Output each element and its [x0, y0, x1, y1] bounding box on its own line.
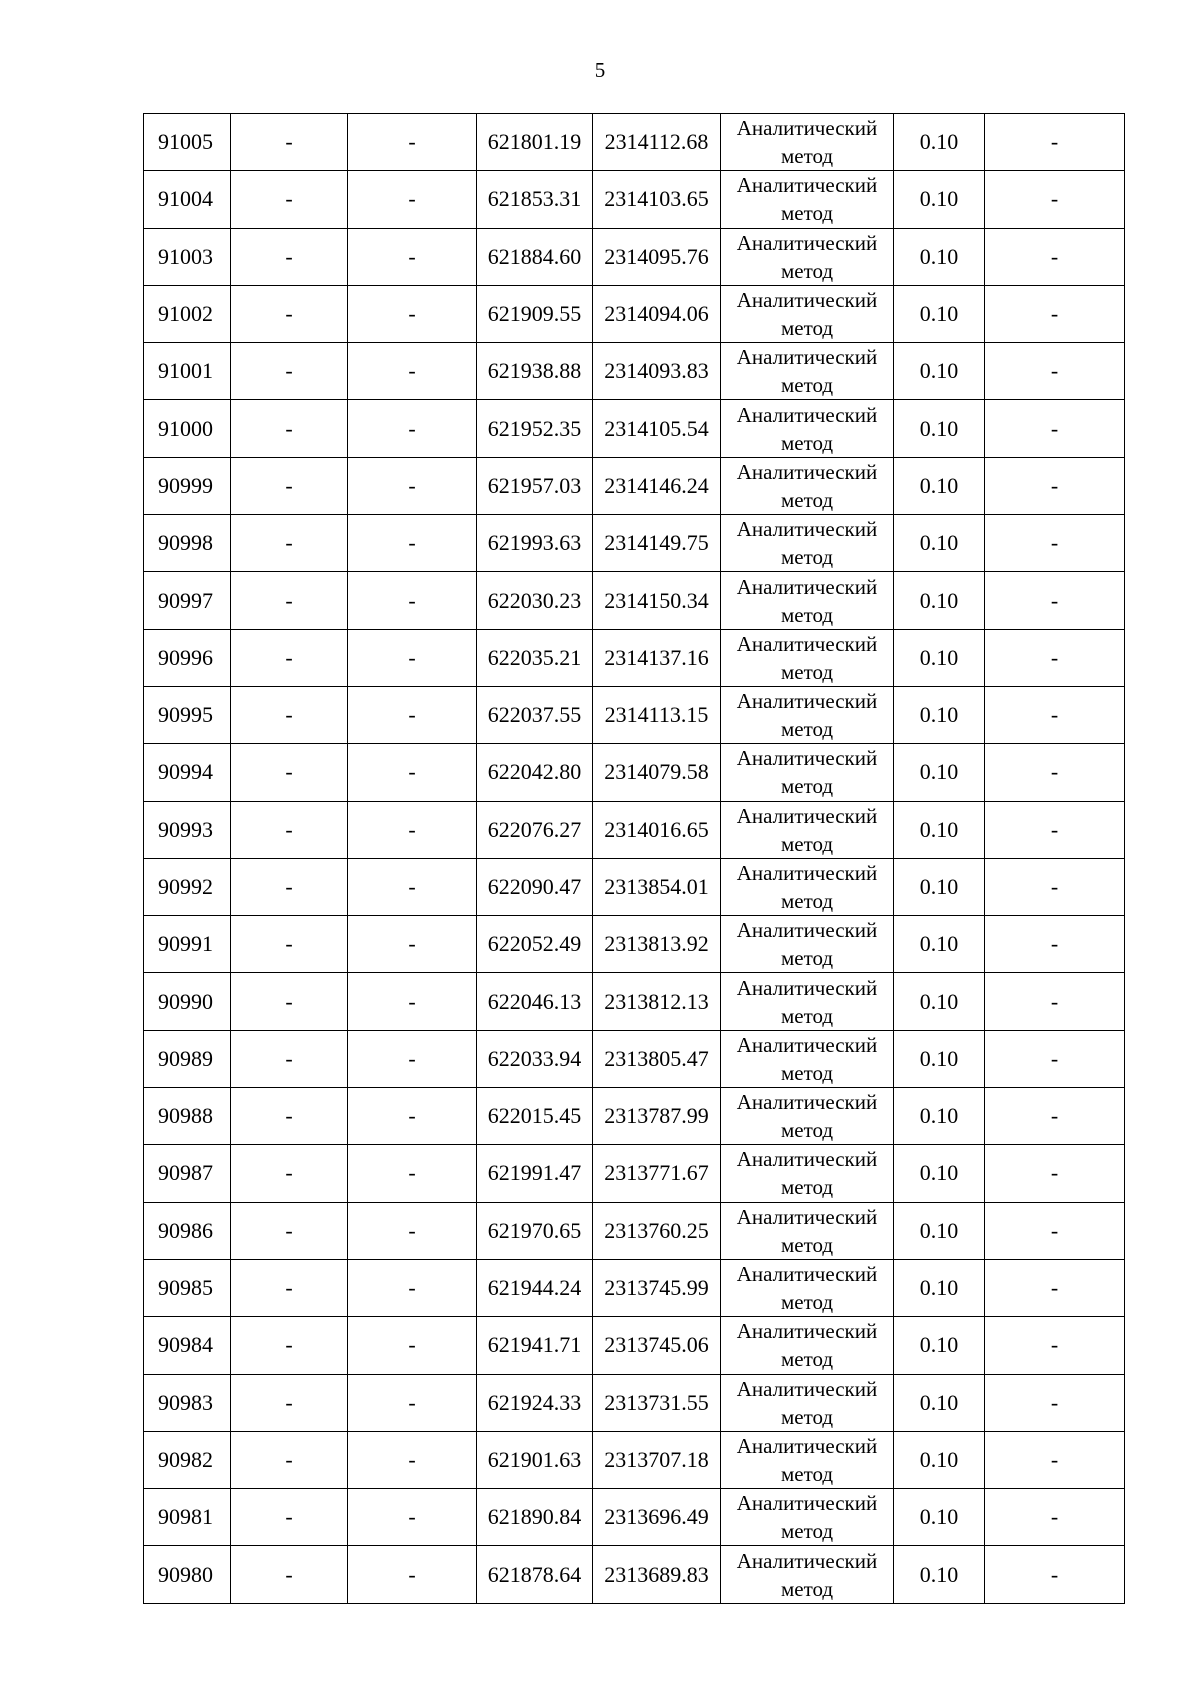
dash-cell: -	[231, 1030, 348, 1087]
dash-cell: -	[985, 343, 1125, 400]
point-number-cell: 90999	[144, 457, 231, 514]
dash-cell: -	[985, 973, 1125, 1030]
method-cell	[721, 1145, 894, 1202]
method-cell	[721, 400, 894, 457]
method-line-1: Аналитический	[736, 173, 878, 198]
method-cell	[721, 1489, 894, 1546]
table-row	[144, 171, 1125, 228]
y-coordinate-cell: 2313760.25	[593, 1202, 721, 1259]
x-coordinate-cell: 621909.55	[477, 285, 593, 342]
dash-cell: -	[985, 801, 1125, 858]
table-row	[144, 1030, 1125, 1087]
dash-cell: -	[348, 1088, 477, 1145]
x-coordinate-cell: 621901.63	[477, 1431, 593, 1488]
method-cell	[721, 572, 894, 629]
method-cell	[721, 228, 894, 285]
y-coordinate-cell: 2313707.18	[593, 1431, 721, 1488]
dash-cell: -	[985, 1374, 1125, 1431]
method-line-2: метод	[780, 201, 834, 226]
dash-cell: -	[231, 400, 348, 457]
dash-cell: -	[348, 515, 477, 572]
y-coordinate-cell: 2314103.65	[593, 171, 721, 228]
point-number-cell: 90983	[144, 1374, 231, 1431]
x-coordinate-cell: 622035.21	[477, 629, 593, 686]
point-number-cell: 91001	[144, 343, 231, 400]
y-coordinate-cell: 2314149.75	[593, 515, 721, 572]
x-coordinate-cell: 622076.27	[477, 801, 593, 858]
y-coordinate-cell: 2314105.54	[593, 400, 721, 457]
x-coordinate-cell: 621890.84	[477, 1489, 593, 1546]
table-row	[144, 686, 1125, 743]
y-coordinate-cell: 2313854.01	[593, 858, 721, 915]
point-number-cell: 91005	[144, 114, 231, 171]
table-row	[144, 285, 1125, 342]
y-coordinate-cell: 2314112.68	[593, 114, 721, 171]
dash-cell: -	[231, 457, 348, 514]
y-coordinate-cell: 2313696.49	[593, 1489, 721, 1546]
x-coordinate-cell: 621941.71	[477, 1317, 593, 1374]
method-line-1: Аналитический	[736, 116, 878, 141]
method-line-2: метод	[780, 373, 834, 398]
dash-cell: -	[985, 1259, 1125, 1316]
dash-cell: -	[985, 1030, 1125, 1087]
table-row	[144, 457, 1125, 514]
accuracy-cell: 0.10	[894, 228, 985, 285]
dash-cell: -	[348, 1259, 477, 1316]
dash-cell: -	[348, 114, 477, 171]
method-line-1: Аналитический	[736, 1262, 878, 1287]
method-cell	[721, 858, 894, 915]
dash-cell: -	[348, 1431, 477, 1488]
dash-cell: -	[231, 114, 348, 171]
x-coordinate-cell: 621993.63	[477, 515, 593, 572]
y-coordinate-cell: 2314079.58	[593, 744, 721, 801]
method-line-1: Аналитический	[736, 345, 878, 370]
dash-cell: -	[231, 801, 348, 858]
dash-cell: -	[348, 572, 477, 629]
dash-cell: -	[231, 228, 348, 285]
dash-cell: -	[231, 515, 348, 572]
dash-cell: -	[985, 744, 1125, 801]
method-cell	[721, 801, 894, 858]
dash-cell: -	[231, 1145, 348, 1202]
accuracy-cell: 0.10	[894, 171, 985, 228]
method-line-1: Аналитический	[736, 1090, 878, 1115]
y-coordinate-cell: 2314093.83	[593, 343, 721, 400]
dash-cell: -	[985, 858, 1125, 915]
table-row	[144, 515, 1125, 572]
y-coordinate-cell: 2314150.34	[593, 572, 721, 629]
dash-cell: -	[985, 171, 1125, 228]
method-line-2: метод	[780, 717, 834, 742]
dash-cell: -	[985, 1145, 1125, 1202]
y-coordinate-cell: 2314016.65	[593, 801, 721, 858]
y-coordinate-cell: 2313731.55	[593, 1374, 721, 1431]
table-row	[144, 629, 1125, 686]
table-row	[144, 801, 1125, 858]
dash-cell: -	[348, 1202, 477, 1259]
table-row	[144, 1317, 1125, 1374]
method-line-1: Аналитический	[736, 746, 878, 771]
point-number-cell: 90987	[144, 1145, 231, 1202]
method-line-1: Аналитический	[736, 288, 878, 313]
point-number-cell: 90993	[144, 801, 231, 858]
method-line-2: метод	[780, 545, 834, 570]
method-line-2: метод	[780, 1060, 834, 1085]
accuracy-cell: 0.10	[894, 572, 985, 629]
method-line-1: Аналитический	[736, 1433, 878, 1458]
table-row	[144, 744, 1125, 801]
method-cell	[721, 1431, 894, 1488]
point-number-cell: 90996	[144, 629, 231, 686]
point-number-cell: 90995	[144, 686, 231, 743]
dash-cell: -	[231, 1202, 348, 1259]
method-line-1: Аналитический	[736, 230, 878, 255]
dash-cell: -	[985, 572, 1125, 629]
y-coordinate-cell: 2313689.83	[593, 1546, 721, 1603]
dash-cell: -	[985, 457, 1125, 514]
dash-cell: -	[348, 1546, 477, 1603]
point-number-cell: 91002	[144, 285, 231, 342]
accuracy-cell: 0.10	[894, 515, 985, 572]
x-coordinate-cell: 621970.65	[477, 1202, 593, 1259]
method-line-2: метод	[780, 602, 834, 627]
dash-cell: -	[348, 801, 477, 858]
point-number-cell: 91000	[144, 400, 231, 457]
dash-cell: -	[348, 1030, 477, 1087]
y-coordinate-cell: 2314113.15	[593, 686, 721, 743]
dash-cell: -	[348, 629, 477, 686]
x-coordinate-cell: 621853.31	[477, 171, 593, 228]
coordinates-table	[143, 113, 1125, 1604]
y-coordinate-cell: 2313745.06	[593, 1317, 721, 1374]
dash-cell: -	[231, 686, 348, 743]
table-row	[144, 114, 1125, 171]
dash-cell: -	[985, 1546, 1125, 1603]
method-line-2: метод	[780, 1290, 834, 1315]
x-coordinate-cell: 621938.88	[477, 343, 593, 400]
table-row	[144, 1489, 1125, 1546]
method-line-1: Аналитический	[736, 631, 878, 656]
method-line-1: Аналитический	[736, 1147, 878, 1172]
table-row	[144, 1259, 1125, 1316]
method-line-2: метод	[780, 1519, 834, 1544]
point-number-cell: 90982	[144, 1431, 231, 1488]
method-cell	[721, 744, 894, 801]
dash-cell: -	[231, 629, 348, 686]
y-coordinate-cell: 2313805.47	[593, 1030, 721, 1087]
dash-cell: -	[231, 1088, 348, 1145]
method-line-1: Аналитический	[736, 459, 878, 484]
dash-cell: -	[231, 1489, 348, 1546]
dash-cell: -	[231, 858, 348, 915]
table-row	[144, 572, 1125, 629]
accuracy-cell: 0.10	[894, 744, 985, 801]
method-line-2: метод	[780, 1232, 834, 1257]
dash-cell: -	[985, 686, 1125, 743]
dash-cell: -	[985, 1489, 1125, 1546]
table-row	[144, 1374, 1125, 1431]
dash-cell: -	[985, 114, 1125, 171]
method-line-2: метод	[780, 487, 834, 512]
x-coordinate-cell: 622030.23	[477, 572, 593, 629]
table-row	[144, 916, 1125, 973]
y-coordinate-cell: 2313812.13	[593, 973, 721, 1030]
accuracy-cell: 0.10	[894, 1374, 985, 1431]
method-line-1: Аналитический	[736, 1319, 878, 1344]
dash-cell: -	[348, 858, 477, 915]
method-line-1: Аналитический	[736, 517, 878, 542]
table-row	[144, 400, 1125, 457]
dash-cell: -	[985, 1431, 1125, 1488]
x-coordinate-cell: 622042.80	[477, 744, 593, 801]
method-cell	[721, 686, 894, 743]
dash-cell: -	[348, 973, 477, 1030]
y-coordinate-cell: 2314094.06	[593, 285, 721, 342]
dash-cell: -	[231, 1546, 348, 1603]
y-coordinate-cell: 2313813.92	[593, 916, 721, 973]
dash-cell: -	[985, 515, 1125, 572]
dash-cell: -	[348, 1145, 477, 1202]
method-cell	[721, 515, 894, 572]
y-coordinate-cell: 2314095.76	[593, 228, 721, 285]
dash-cell: -	[985, 1317, 1125, 1374]
table-row	[144, 1431, 1125, 1488]
point-number-cell: 90984	[144, 1317, 231, 1374]
y-coordinate-cell: 2313771.67	[593, 1145, 721, 1202]
method-line-2: метод	[780, 316, 834, 341]
method-line-2: метод	[780, 831, 834, 856]
method-cell	[721, 1202, 894, 1259]
table-row	[144, 1145, 1125, 1202]
dash-cell: -	[348, 1374, 477, 1431]
dash-cell: -	[348, 400, 477, 457]
method-line-2: метод	[780, 889, 834, 913]
dash-cell: -	[231, 1259, 348, 1316]
method-cell	[721, 1374, 894, 1431]
method-cell	[721, 1546, 894, 1603]
accuracy-cell: 0.10	[894, 1431, 985, 1488]
point-number-cell: 90990	[144, 973, 231, 1030]
accuracy-cell: 0.10	[894, 400, 985, 457]
method-line-1: Аналитический	[736, 1491, 878, 1516]
y-coordinate-cell: 2314146.24	[593, 457, 721, 514]
method-line-2: метод	[780, 1347, 834, 1372]
accuracy-cell: 0.10	[894, 1546, 985, 1603]
method-cell	[721, 343, 894, 400]
accuracy-cell: 0.10	[894, 629, 985, 686]
x-coordinate-cell: 622046.13	[477, 973, 593, 1030]
dash-cell: -	[348, 285, 477, 342]
dash-cell: -	[231, 343, 348, 400]
accuracy-cell: 0.10	[894, 686, 985, 743]
point-number-cell: 90991	[144, 916, 231, 973]
point-number-cell: 90994	[144, 744, 231, 801]
table-row	[144, 343, 1125, 400]
dash-cell: -	[348, 916, 477, 973]
method-line-1: Аналитический	[736, 1548, 878, 1573]
table-row	[144, 1546, 1125, 1603]
method-line-2: метод	[780, 430, 834, 455]
point-number-cell: 90988	[144, 1088, 231, 1145]
method-cell	[721, 114, 894, 171]
dash-cell: -	[348, 744, 477, 801]
method-line-1: Аналитический	[736, 1032, 878, 1057]
method-cell	[721, 1317, 894, 1374]
accuracy-cell: 0.10	[894, 973, 985, 1030]
x-coordinate-cell: 621801.19	[477, 114, 593, 171]
method-line-1: Аналитический	[736, 918, 878, 943]
method-line-1: Аналитический	[736, 861, 878, 885]
x-coordinate-cell: 621884.60	[477, 228, 593, 285]
table-row	[144, 228, 1125, 285]
dash-cell: -	[348, 1489, 477, 1546]
dash-cell: -	[348, 1317, 477, 1374]
dash-cell: -	[231, 171, 348, 228]
point-number-cell: 91003	[144, 228, 231, 285]
method-cell	[721, 916, 894, 973]
dash-cell: -	[985, 228, 1125, 285]
dash-cell: -	[348, 171, 477, 228]
method-line-1: Аналитический	[736, 574, 878, 599]
x-coordinate-cell: 621957.03	[477, 457, 593, 514]
method-line-2: метод	[780, 1404, 834, 1429]
x-coordinate-cell: 621952.35	[477, 400, 593, 457]
method-line-2: метод	[780, 258, 834, 283]
x-coordinate-cell: 622033.94	[477, 1030, 593, 1087]
point-number-cell: 90986	[144, 1202, 231, 1259]
x-coordinate-cell: 622015.45	[477, 1088, 593, 1145]
method-cell	[721, 1088, 894, 1145]
accuracy-cell: 0.10	[894, 801, 985, 858]
x-coordinate-cell: 621924.33	[477, 1374, 593, 1431]
method-line-2: метод	[780, 1003, 834, 1028]
x-coordinate-cell: 622037.55	[477, 686, 593, 743]
accuracy-cell: 0.10	[894, 1145, 985, 1202]
method-line-2: метод	[780, 1175, 834, 1200]
point-number-cell: 90989	[144, 1030, 231, 1087]
method-cell	[721, 457, 894, 514]
dash-cell: -	[231, 572, 348, 629]
accuracy-cell: 0.10	[894, 457, 985, 514]
dash-cell: -	[231, 285, 348, 342]
point-number-cell: 90998	[144, 515, 231, 572]
dash-cell: -	[231, 1317, 348, 1374]
accuracy-cell: 0.10	[894, 343, 985, 400]
dash-cell: -	[985, 400, 1125, 457]
method-cell	[721, 171, 894, 228]
accuracy-cell: 0.10	[894, 858, 985, 915]
accuracy-cell: 0.10	[894, 1030, 985, 1087]
accuracy-cell: 0.10	[894, 1489, 985, 1546]
point-number-cell: 90997	[144, 572, 231, 629]
dash-cell: -	[985, 1202, 1125, 1259]
point-number-cell: 90992	[144, 858, 231, 915]
accuracy-cell: 0.10	[894, 285, 985, 342]
y-coordinate-cell: 2314137.16	[593, 629, 721, 686]
method-line-2: метод	[780, 659, 834, 684]
method-cell	[721, 629, 894, 686]
y-coordinate-cell: 2313787.99	[593, 1088, 721, 1145]
point-number-cell: 90981	[144, 1489, 231, 1546]
method-line-2: метод	[780, 144, 834, 169]
dash-cell: -	[231, 916, 348, 973]
dash-cell: -	[348, 228, 477, 285]
method-cell	[721, 1030, 894, 1087]
method-line-1: Аналитический	[736, 975, 878, 1000]
method-line-2: метод	[780, 1576, 834, 1601]
dash-cell: -	[985, 1088, 1125, 1145]
method-line-1: Аналитический	[736, 689, 878, 714]
x-coordinate-cell: 621944.24	[477, 1259, 593, 1316]
table-row	[144, 1202, 1125, 1259]
dash-cell: -	[231, 973, 348, 1030]
dash-cell: -	[231, 744, 348, 801]
accuracy-cell: 0.10	[894, 1202, 985, 1259]
method-cell	[721, 285, 894, 342]
method-line-1: Аналитический	[736, 803, 878, 828]
method-cell	[721, 973, 894, 1030]
method-line-1: Аналитический	[736, 1376, 878, 1401]
method-line-1: Аналитический	[736, 1204, 878, 1229]
accuracy-cell: 0.10	[894, 1259, 985, 1316]
dash-cell: -	[348, 343, 477, 400]
method-line-2: метод	[780, 946, 834, 971]
accuracy-cell: 0.10	[894, 1317, 985, 1374]
method-line-1: Аналитический	[736, 402, 878, 427]
x-coordinate-cell: 622090.47	[477, 858, 593, 915]
method-line-2: метод	[780, 1118, 834, 1143]
point-number-cell: 90980	[144, 1546, 231, 1603]
dash-cell: -	[348, 457, 477, 514]
dash-cell: -	[348, 686, 477, 743]
y-coordinate-cell: 2313745.99	[593, 1259, 721, 1316]
table-row	[144, 858, 1125, 915]
point-number-cell: 91004	[144, 171, 231, 228]
x-coordinate-cell: 622052.49	[477, 916, 593, 973]
table-row	[144, 973, 1125, 1030]
method-line-2: метод	[780, 774, 834, 799]
table-body	[144, 114, 1125, 1604]
dash-cell: -	[985, 629, 1125, 686]
page-number: 5	[594, 58, 606, 82]
accuracy-cell: 0.10	[894, 916, 985, 973]
dash-cell: -	[985, 916, 1125, 973]
dash-cell: -	[985, 285, 1125, 342]
x-coordinate-cell: 621878.64	[477, 1546, 593, 1603]
accuracy-cell: 0.10	[894, 1088, 985, 1145]
dash-cell: -	[231, 1374, 348, 1431]
point-number-cell: 90985	[144, 1259, 231, 1316]
method-cell	[721, 1259, 894, 1316]
dash-cell: -	[231, 1431, 348, 1488]
table-row	[144, 1088, 1125, 1145]
x-coordinate-cell: 621991.47	[477, 1145, 593, 1202]
accuracy-cell: 0.10	[894, 114, 985, 171]
method-line-2: метод	[780, 1461, 834, 1486]
